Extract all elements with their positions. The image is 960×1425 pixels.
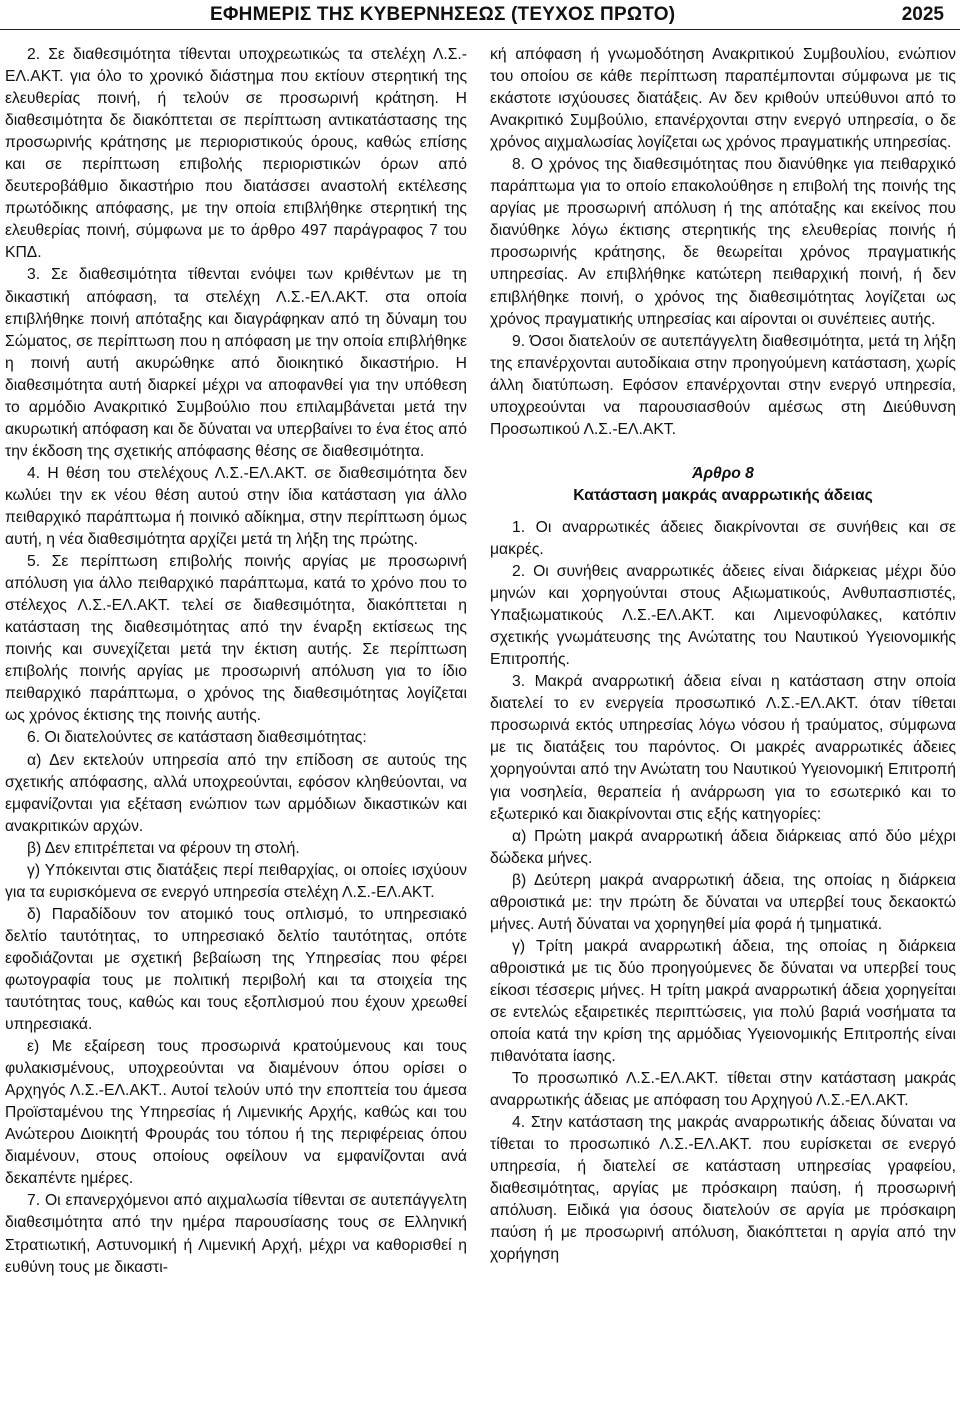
text-columns: [0, 44, 960, 1425]
paragraph: α) Δεν εκτελούν υπηρεσία από την επίδοση σε αυτούς της σχετικής απόφασης, αλλά υποχρεούνται, εφόσον κληθεύονται, να εμφανίζονται για εξέταση ενώπιον των αρμόδιων δικαστικών και ανακριτικών αρχών.: [5, 751, 467, 835]
paragraph: 9. Όσοι διατελούν σε αυτεπάγγελτη διαθεσιμότητα, μετά τη λήξη της επανέρχονται αυτοδίκαια στην προηγούμενη κατάσταση, χωρίς άλλη διατύπωση. Εφόσον επανέρχονται στην ενεργό υπηρεσία, υποχρεούνται να παρουσιασθούν αμέσως στη Διεύθυνση Προσωπικού Λ.Σ.-ΕΛ.ΑΚΤ.: [490, 332, 956, 438]
article-number: Άρθρο 8: [692, 464, 754, 482]
left-column: [5, 44, 467, 1425]
article-title: Κατάσταση μακράς αναρρωτικής άδειας: [573, 486, 873, 504]
paragraph: κή απόφαση ή γνωμοδότηση Ανακριτικού Συμβουλίου, ενώπιον του οποίου σε κάθε περίπτωση παραπέμπονται σύμφωνα με τις εκάστοτε ισχύουσες διατάξεις. Αν δεν κριθούν υπεύθυνοι από το Ανακριτικό Συμβούλιο, επανέρχονται στην ενεργό υπηρεσία, ο δε χρόνος αιχμαλωσίας λογίζεται ως χρόνος πραγματικής υπηρεσίας.: [490, 46, 956, 152]
right-column: [490, 44, 956, 1425]
paragraph: 4. Στην κατάσταση της μακράς αναρρωτικής άδειας δύναται να τίθεται το προσωπικό Λ.Σ.-ΕΛ.ΑΚΤ. που ευρίσκεται σε ενεργό υπηρεσία, ή διατελεί σε κατάσταση υπηρεσίας γραφείου, διαθεσιμότητας, αργίας με πρόσκαιρη παύση, ή προσωρινή απόλυση. Ειδικά για όσους διατελούν σε αργία με πρόσκαιρη παύση ή με προσωρινή απόλυση, διακόπτεται η αργία από την χορήγηση: [490, 1114, 956, 1264]
paragraph: 8. Ο χρόνος της διαθεσιμότητας που διανύθηκε για πειθαρχικό παράπτωμα για το οποίο επακολούθησε η επιβολή της ποινής της αργίας με προσωρινή απόλυση ή της απόταξης και εκείνος που διανύθηκε λόγω έκτισης στερητικής της ελευθερίας ποινής ή προσωρινής κράτησης, δε θεωρείται χρόνος πραγματικής υπηρεσίας. Αν επιβλήθηκε κατώτερη πειθαρχική ποινή, ή δεν επιβλήθηκε ποινή, ο χρόνος της διαθεσιμότητας λογίζεται ως χρόνος πραγματικής υπηρεσίας και αίρονται οι συνέπειες αυτής.: [490, 156, 956, 328]
paragraph: 6. Οι διατελούντες σε κατάσταση διαθεσιμότητας:: [27, 729, 367, 747]
paragraph: α) Πρώτη μακρά αναρρωτική άδεια διάρκειας από δύο μέχρι δώδεκα μήνες.: [490, 827, 956, 867]
paragraph: 2. Σε διαθεσιμότητα τίθενται υποχρεωτικώς τα στελέχη Λ.Σ.-ΕΛ.ΑΚΤ. για όλο το χρονικό διάστημα που εκτίουν στερητική της ελευθερίας ποινή, ή τελούν σε προσωρινή κράτηση. Η διαθεσιμότητα δε διακόπτεται σε περίπτωση αντικατάστασης της προσωρινής κράτησης με περιοριστικούς όρους, καθώς επίσης και σε περίπτωση επιβολής περιοριστικών όρων από δευτεροβάθμιο δικαστήριο που διατάσσει αναστολή εκτέλεσης πρωτόδικης απόφασης, με την οποία επιβλήθηκε στερητική της ελευθερίας ποινή, σύμφωνα με το άρθρο 497 παράγραφος 7 του ΚΠΔ.: [5, 46, 467, 262]
paragraph: ε) Με εξαίρεση τους προσωρινά κρατούμενους και τους φυλακισμένους, υποχρεούνται να διαμένουν όπου ορίσει ο Αρχηγός Λ.Σ.-ΕΛ.ΑΚΤ.. Αυτοί τελούν υπό την εποπτεία του άμεσα Προϊσταμένου της Υπηρεσίας ή Λιμενικής Αρχής, καθώς και του Ανώτερου Διοικητή Φρουράς του τόπου ή της περιφέρειας όπου διαμένουν, στους οποίους οφείλουν να εμφανίζονται ανά δεκαπέντε ημέρες.: [5, 1038, 467, 1188]
paragraph: 2. Οι συνήθεις αναρρωτικές άδειες είναι διάρκειας μέχρι δύο μηνών και χορηγούνται στους Αξιωματικούς, Ανθυπασπιστές, Υπαξιωματικούς Λ.Σ.-ΕΛ.ΑΚΤ. και Λιμενοφύλακες, κατόπιν σχετικής γνωμάτευσης της Ανώτατης του Ναυτικού Υγειονομικής Επιτροπής.: [490, 563, 956, 669]
gazette-title: ΕΦΗΜΕΡΙΣ ΤΗΣ ΚΥΒΕΡΝΗΣΕΩΣ (ΤΕΥΧΟΣ ΠΡΩΤΟ): [210, 3, 676, 25]
paragraph: 3. Σε διαθεσιμότητα τίθενται ενόψει των κριθέντων με τη δικαστική απόφαση, τα στελέχη Λ.Σ.-ΕΛ.ΑΚΤ. στα οποία επιβλήθηκε ποινή απόταξης και διαγράφηκαν από τη δύναμη του Σώματος, σε περίπτωση που η απόφαση με την οποία επιβλήθηκε η ποινή αυτή ακυρώθηκε από διοικητικό δικαστήριο. Η διαθεσιμότητα αυτή διαρκεί μέχρι να αποφανθεί για την υπόθεση το αρμόδιο Ανακριτικό Συμβούλιο που επιλαμβάνεται μετά την ακυρωτική απόφαση και δε δύναται να υπερβαίνει το ένα έτος από την έκδοση της σχετικής απόφασης θέσης σε διαθεσιμότητα.: [5, 266, 467, 460]
paragraph: β) Δεύτερη μακρά αναρρωτική άδεια, της οποίας η διάρκεια αθροιστικά με: την πρώτη δε δύναται να υπερβεί τους δεκαοκτώ μήνες. Αυτή δύναται να χορηγηθεί μία φορά ή τμηματικά.: [490, 871, 956, 933]
paragraph: 5. Σε περίπτωση επιβολής ποινής αργίας με προσωρινή απόλυση για άλλο πειθαρχικό παράπτωμα, κατά το χρόνο που το στέλεχος Λ.Σ.-ΕΛ.ΑΚΤ. τελεί σε διαθεσιμότητα, διακόπτεται η κατάσταση της διαθεσιμότητας από την έναρξη εκτίσεως της ποινής και συνεχίζεται μετά την έκτιση αυτής. Σε περίπτωση επιβολής ποινής αργίας με προσωρινή απόλυση για το ίδιο πειθαρχικό παράπτωμα, ο χρόνος της διαθεσιμότητας λογίζεται ως χρόνος έκτισης της ποινής αυτής.: [5, 553, 467, 725]
paragraph: β) Δεν επιτρέπεται να φέρουν τη στολή.: [27, 839, 300, 857]
paragraph: 4. Η θέση του στελέχους Λ.Σ.-ΕΛ.ΑΚΤ. σε διαθεσιμότητα δεν κωλύει την εκ νέου θέση αυτού στην ίδια κατάσταση για άλλο πειθαρχικό παράπτωμα ή ποινικό αδίκημα, στην περίπτωση όμως αυτή, η νέα διαθεσιμότητα αρχίζει μετά τη λήξη της πρώτης.: [5, 464, 467, 549]
paragraph: Το προσωπικό Λ.Σ.-ΕΛ.ΑΚΤ. τίθεται στην κατάσταση μακράς αναρρωτικής άδειας με απόφαση του Αρχηγού Λ.Σ.-ΕΛ.ΑΚΤ.: [490, 1070, 956, 1110]
paragraph: γ) Τρίτη μακρά αναρρωτική άδεια, της οποίας η διάρκεια αθροιστικά με τις δύο προηγούμενες δε δύναται να υπερβεί τους είκοσι τέσσερις μήνες. Η τρίτη μακρά αναρρωτική άδεια χορηγείται σε εντελώς εξαιρετικές περιπτώσεις, για πολύ βαριά νοσήματα τα οποία κατά την κρίση της αρμόδιας Υγειονομικής Επιτροπής είναι πιθανότατα ίασης.: [490, 937, 956, 1066]
paragraph: 3. Μακρά αναρρωτική άδεια είναι η κατάσταση στην οποία διατελεί το εν ενεργεία προσωπικό Λ.Σ.-ΕΛ.ΑΚΤ. όταν τίθεται προσωρινά εκτός υπηρεσίας λόγω νόσου ή τραύματος, σύμφωνα με τις διατάξεις του παρόντος. Οι μακρές αναρρωτικές άδειες χορηγούνται από την Ανώτατη του Ναυτικού Υγειονομική Επιτροπή για νοσηλεία, θεραπεία ή ανάρρωση για το εσωτερικό και το εξωτερικό και διακρίνονται στις εξής κατηγορίες:: [490, 673, 956, 823]
page-number: 2025: [901, 3, 944, 25]
page-header: [0, 0, 960, 30]
paragraph: γ) Υπόκεινται στις διατάξεις περί πειθαρχίας, οι οποίες ισχύουν για τα ευρισκόμενα σε ενεργό υπηρεσία στελέχη Λ.Σ.-ΕΛ.ΑΚΤ.: [5, 861, 467, 901]
paragraph: 7. Οι επανερχόμενοι από αιχμαλωσία τίθενται σε αυτεπάγγελτη διαθεσιμότητα από την ημέρα παρουσίασης τους σε Ελληνική Στρατιωτική, Αστυνομική ή Λιμενική Αρχή, μέχρι να καθορισθεί η ευθύνη τους με δικαστι-: [5, 1192, 467, 1276]
paragraph: δ) Παραδίδουν τον ατομικό τους οπλισμό, το υπηρεσιακό δελτίο ταυτότητας, το υπηρεσιακό δελτίο ταυτότητας, οπότε εφοδιάζονται με σχετική βεβαίωση της Υπηρεσίας που φέρει φωτογραφία τους με πολιτική περιβολή και τα στοιχεία της ταυτότητας τους, καθώς και τους εξοπλισμού που έχουν χρεωθεί υπηρεσιακά.: [5, 905, 467, 1034]
paragraph: 1. Οι αναρρωτικές άδειες διακρίνονται σε συνήθεις και σε μακρές.: [490, 518, 956, 558]
